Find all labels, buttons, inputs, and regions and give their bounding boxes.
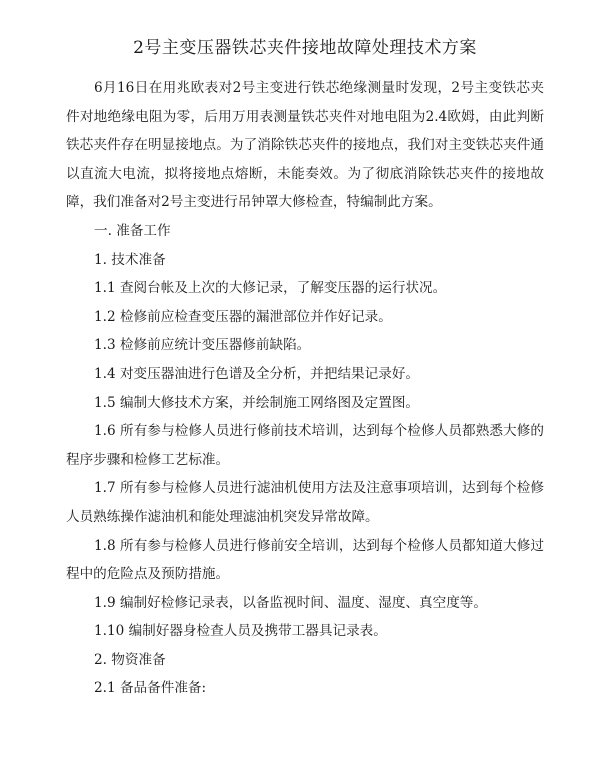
document-title: 2号主变压器铁芯夹件接地故障处理技术方案 (133, 38, 477, 58)
list-item-1-9: 1.9 编制好检修记录表，以备监视时间、温度、湿度、真空度等。 (94, 594, 487, 611)
subsection-material-preparation: 2. 物资准备 (94, 651, 166, 668)
list-item-1-4: 1.4 对变压器油进行色谱及全分析，并把结果记录好。 (94, 365, 420, 382)
list-item-1-1: 1.1 查阅台帐及上次的大修记录，了解变压器的运行状况。 (94, 280, 447, 297)
list-item-1-10: 1.10 编制好器身检查人员及携带工器具记录表。 (94, 623, 387, 640)
list-item-1-7: 1.7 所有参与检修人员进行滤油机使用方法及注意事项培训，达到每个检修人员熟练操作滤油机和能处理滤油机突发异常故障。 (66, 480, 544, 525)
list-item-1-8: 1.8 所有参与检修人员进行修前安全培训，达到每个检修人员都知道大修过程中的危险点及预防措施。 (66, 537, 544, 583)
list-item-1-2: 1.2 检修前应检查变压器的漏泄部位并作好记录。 (94, 308, 392, 325)
list-item-1-6: 1.6 所有参与检修人员进行修前技术培训，达到每个检修人员都熟悉大修的程序步骤和检修工艺标准。 (66, 423, 544, 468)
section-heading-preparation: 一. 准备工作 (94, 222, 171, 239)
list-item-1-3: 1.3 检修前应统计变压器修前缺陷。 (94, 337, 311, 354)
intro-paragraph: 6月16日在用兆欧表对2号主变进行铁芯绝缘测量时发现，2号主变铁芯夹件对地绝缘电阻为零，后用万用表测量铁芯夹件对地电阻为2.4欧姆，由此判断铁芯夹件存在明显接地点。为了消除铁芯夹件的接地点，我们对主变铁芯夹件通以直流大电流，拟将接地点熔断，未能奏效。为了彻底消除铁芯夹件的接地故障，我们准备对2号主变进行吊钟罩大修检查，特编制此方案。 (66, 80, 544, 211)
list-item-1-5: 1.5 编制大修技术方案，并绘制施工网络图及定置图。 (94, 394, 420, 411)
list-item-2-1: 2.1 备品备件准备: (94, 680, 207, 697)
subsection-technical-preparation: 1. 技术准备 (94, 251, 166, 268)
